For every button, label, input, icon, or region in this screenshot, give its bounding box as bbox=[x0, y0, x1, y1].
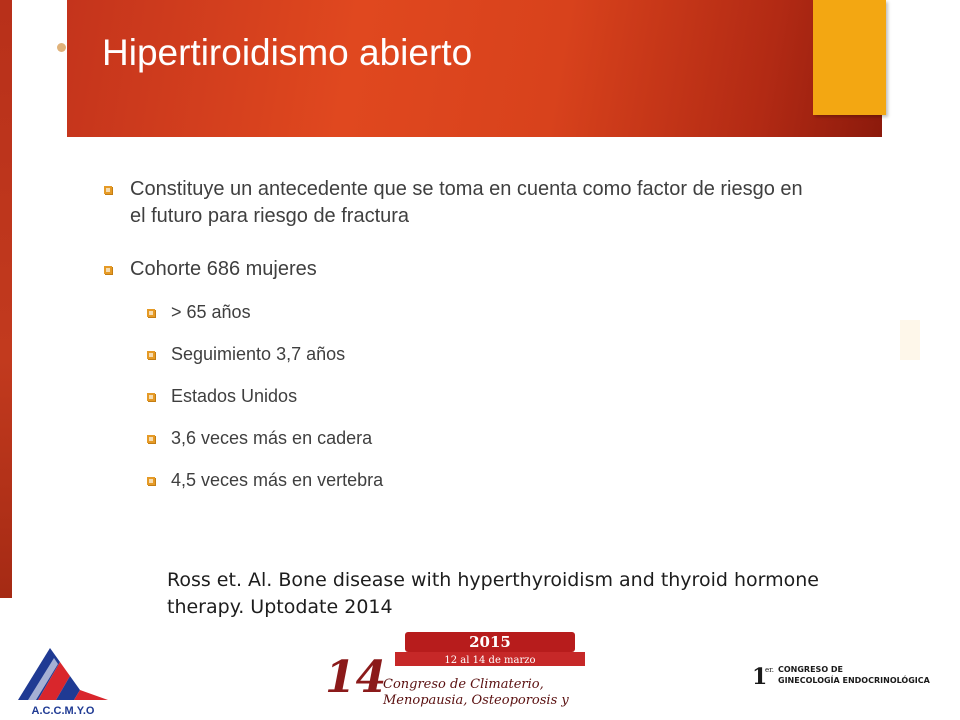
bullet-text: Constituye un antecedente que se toma en cuenta como factor de riesgo en el futuro para riesgo de fractura bbox=[130, 178, 803, 227]
citation: Ross et. Al. Bone disease with hyperthyroidism and thyroid hormone therapy. Uptodate 2014 bbox=[167, 569, 819, 618]
congreso-2015-logo bbox=[325, 632, 590, 717]
accent-square bbox=[813, 0, 886, 115]
accmyo-logo-label: A.C.C.M.Y.O bbox=[31, 705, 95, 717]
square-bullet-icon bbox=[104, 266, 112, 274]
left-accent-bar bbox=[0, 0, 12, 598]
title-bullet-dot bbox=[57, 43, 66, 52]
congreso-year: 2015 bbox=[469, 633, 511, 651]
square-bullet-icon bbox=[104, 186, 112, 194]
square-bullet-icon bbox=[147, 351, 155, 359]
congreso-line1: Congreso de Climaterio, bbox=[383, 677, 544, 692]
subbullet-text: > 65 años bbox=[171, 302, 251, 322]
square-bullet-icon bbox=[147, 435, 155, 443]
congreso-dates: 12 al 14 de marzo bbox=[444, 655, 536, 666]
congreso-line2: Menopausia, Osteoporosis y bbox=[383, 693, 569, 708]
square-bullet-icon bbox=[147, 477, 155, 485]
subbullet-item bbox=[147, 342, 345, 366]
decorative-mark bbox=[900, 320, 920, 360]
subbullet-text: 3,6 veces más en cadera bbox=[171, 428, 373, 448]
subbullet-item bbox=[147, 426, 372, 450]
ginecologia-ordinal: 1 bbox=[752, 664, 768, 690]
ginecologia-line2: GINECOLOGÍA ENDOCRINOLÓGICA bbox=[778, 676, 930, 685]
subbullet-text: 4,5 veces más en vertebra bbox=[171, 470, 384, 490]
subbullet-item bbox=[147, 468, 383, 492]
slide-title: Hipertiroidismo abierto bbox=[102, 32, 473, 73]
congreso-number: 14 bbox=[325, 652, 387, 703]
subbullet-text: Estados Unidos bbox=[171, 386, 298, 406]
bullet-text: Cohorte 686 mujeres bbox=[130, 258, 317, 280]
bullet-item bbox=[104, 176, 804, 230]
square-bullet-icon bbox=[147, 309, 155, 317]
bullet-item bbox=[104, 256, 804, 283]
ginecologia-line1: CONGRESO DE bbox=[778, 665, 844, 674]
subbullet-item bbox=[147, 300, 251, 324]
accmyo-logo bbox=[8, 640, 118, 718]
subbullet-text: Seguimiento 3,7 años bbox=[171, 344, 346, 364]
ginecologia-ordinal-suffix: er. bbox=[765, 666, 774, 674]
square-bullet-icon bbox=[147, 393, 155, 401]
subbullet-item bbox=[147, 384, 297, 408]
ginecologia-congress-logo bbox=[750, 660, 950, 692]
